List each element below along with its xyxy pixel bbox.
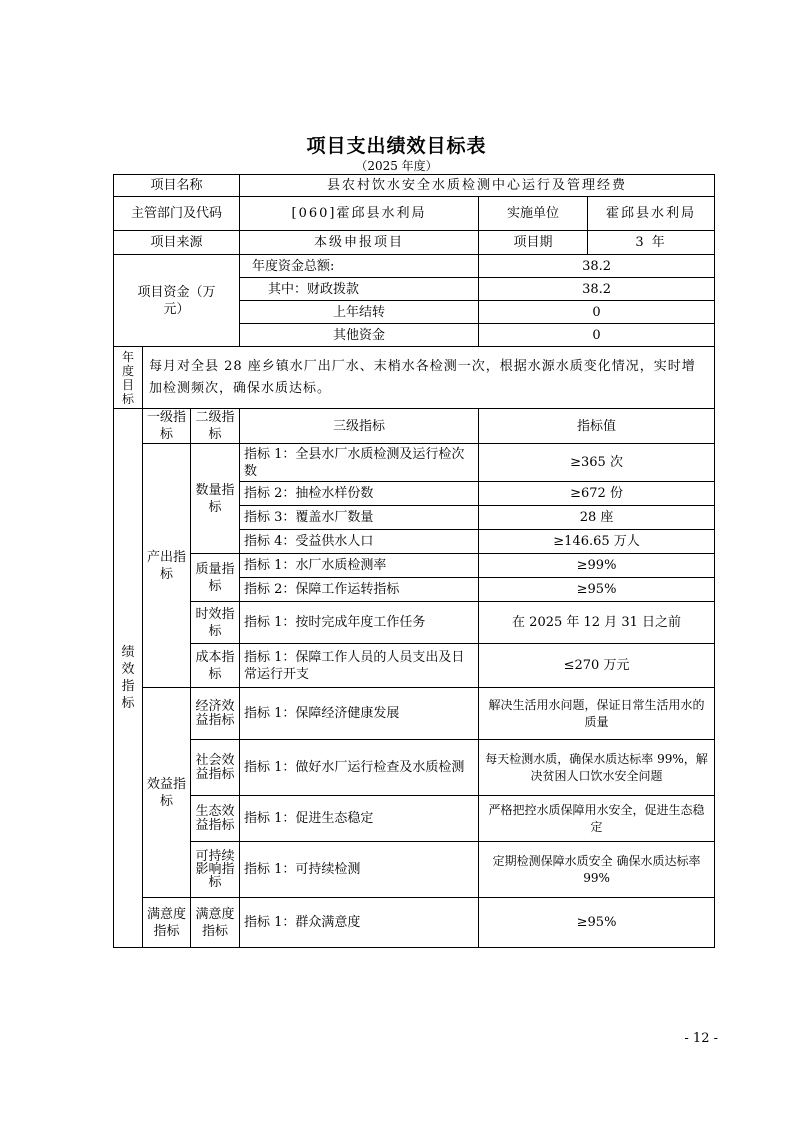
- indicator-value: 28 座: [479, 506, 715, 530]
- table-row: [114, 444, 715, 482]
- indicator-value: ≥99%: [479, 554, 715, 578]
- indicator-name: 指标 1：保障工作人员的人员支出及日常运行开支: [240, 644, 479, 688]
- row-annual-goal: [114, 347, 715, 409]
- level2-quality: 质量指标: [191, 554, 240, 602]
- level2-sustainable: 可持续影响指标: [191, 842, 240, 898]
- impl-label: 实施单位: [479, 197, 588, 231]
- goal-label: 年度目标: [114, 347, 143, 409]
- indicator-value: 定期检测保障水质安全 确保水质达标率 99%: [479, 842, 715, 898]
- dept-value: [060]霍邱县水利局: [240, 197, 479, 231]
- row-dept: [114, 197, 715, 231]
- indicator-value: ≥146.65 万人: [479, 530, 715, 554]
- table-row: [114, 842, 715, 898]
- indicator-name: 指标 2：抽检水样份数: [240, 482, 479, 506]
- period-value: 3 年: [588, 231, 715, 255]
- source-value: 本级申报项目: [240, 231, 479, 255]
- table-row: [114, 740, 715, 796]
- header-value: 指标值: [479, 409, 715, 444]
- fund-value: 38.2: [479, 255, 715, 278]
- indicator-value: ≥95%: [479, 898, 715, 948]
- level2-social: 社会效益指标: [191, 740, 240, 796]
- fund-label: 其中：财政拨款: [240, 278, 479, 301]
- row-fund-total: [114, 255, 715, 278]
- fund-value: 0: [479, 324, 715, 347]
- indicator-name: 指标 1：做好水厂运行检查及水质检测: [240, 740, 479, 796]
- level2-ecological: 生态效益指标: [191, 796, 240, 842]
- source-label: 项目来源: [114, 231, 240, 255]
- indicator-name: 指标 3：覆盖水厂数量: [240, 506, 479, 530]
- level2-cost: 成本指标: [191, 644, 240, 688]
- indicator-name: 指标 1：促进生态稳定: [240, 796, 479, 842]
- level2-quantity: 数量指标: [191, 444, 240, 554]
- indicator-value: 严格把控水质保障用水安全，促进生态稳定: [479, 796, 715, 842]
- period-label: 项目期: [479, 231, 588, 255]
- fund-label: 年度资金总额:: [240, 255, 479, 278]
- indicator-name: 指标 1：保障经济健康发展: [240, 688, 479, 740]
- level1-benefit: 效益指标: [143, 688, 191, 898]
- impl-value: 霍邱县水利局: [588, 197, 715, 231]
- indicator-value: ≤270 万元: [479, 644, 715, 688]
- indicator-value: ≥95%: [479, 578, 715, 602]
- project-name-label: 项目名称: [114, 175, 240, 197]
- page-title: 项目支出绩效目标表: [306, 135, 487, 157]
- indicator-value: 每天检测水质，确保水质达标率 99%，解决贫困人口饮水安全问题: [479, 740, 715, 796]
- dept-label: 主管部门及代码: [114, 197, 240, 231]
- indicator-name: 指标 1：按时完成年度工作任务: [240, 602, 479, 644]
- header-level2: 二级指标: [191, 409, 240, 444]
- indicator-value: 在 2025 年 12 月 31 日之前: [479, 602, 715, 644]
- fund-value: 0: [479, 301, 715, 324]
- fund-label: 其他资金: [240, 324, 479, 347]
- level2-satisfaction: 满意度指标: [191, 898, 240, 948]
- indicator-name: 指标 2：保障工作运转指标: [240, 578, 479, 602]
- indicator-value: 解决生活用水问题，保证日常生活用水的质量: [479, 688, 715, 740]
- indicator-name: 指标 4：受益供水人口: [240, 530, 479, 554]
- goal-text: 每月对全县 28 座乡镇水厂出厂水、末梢水各检测一次，根据水源水质变化情况，实时增加检测频次，确保水质达标。: [143, 347, 715, 409]
- header-level3: 三级指标: [240, 409, 479, 444]
- table-row: [114, 644, 715, 688]
- perf-label: 绩效指标: [114, 409, 143, 948]
- year-note: （2025 年度）: [355, 159, 438, 173]
- indicator-name: 指标 1：全县水厂水质检测及运行检次数: [240, 444, 479, 482]
- table-row: [114, 688, 715, 740]
- indicator-name: 指标 1：水厂水质检测率: [240, 554, 479, 578]
- project-name-value: 县农村饮水安全水质检测中心运行及管理经费: [240, 175, 715, 197]
- fund-value: 38.2: [479, 278, 715, 301]
- indicator-name: 指标 1：可持续检测: [240, 842, 479, 898]
- table-row: [114, 796, 715, 842]
- funds-label: 项目资金（万元）: [114, 255, 240, 347]
- row-project-name: [114, 175, 715, 197]
- table-row: [114, 602, 715, 644]
- level1-satisfaction: 满意度指标: [143, 898, 191, 948]
- indicator-name: 指标 1：群众满意度: [240, 898, 479, 948]
- performance-table: [113, 174, 715, 948]
- level1-output: 产出指标: [143, 444, 191, 688]
- page-number: - 12 -: [684, 1031, 718, 1046]
- row-headers: [114, 409, 715, 444]
- fund-label: 上年结转: [240, 301, 479, 324]
- table-row: [114, 898, 715, 948]
- row-source: [114, 231, 715, 255]
- level2-economic: 经济效益指标: [191, 688, 240, 740]
- indicator-value: ≥365 次: [479, 444, 715, 482]
- level2-timeliness: 时效指标: [191, 602, 240, 644]
- header-level1: 一级指标: [143, 409, 191, 444]
- table-row: [114, 554, 715, 578]
- indicator-value: ≥672 份: [479, 482, 715, 506]
